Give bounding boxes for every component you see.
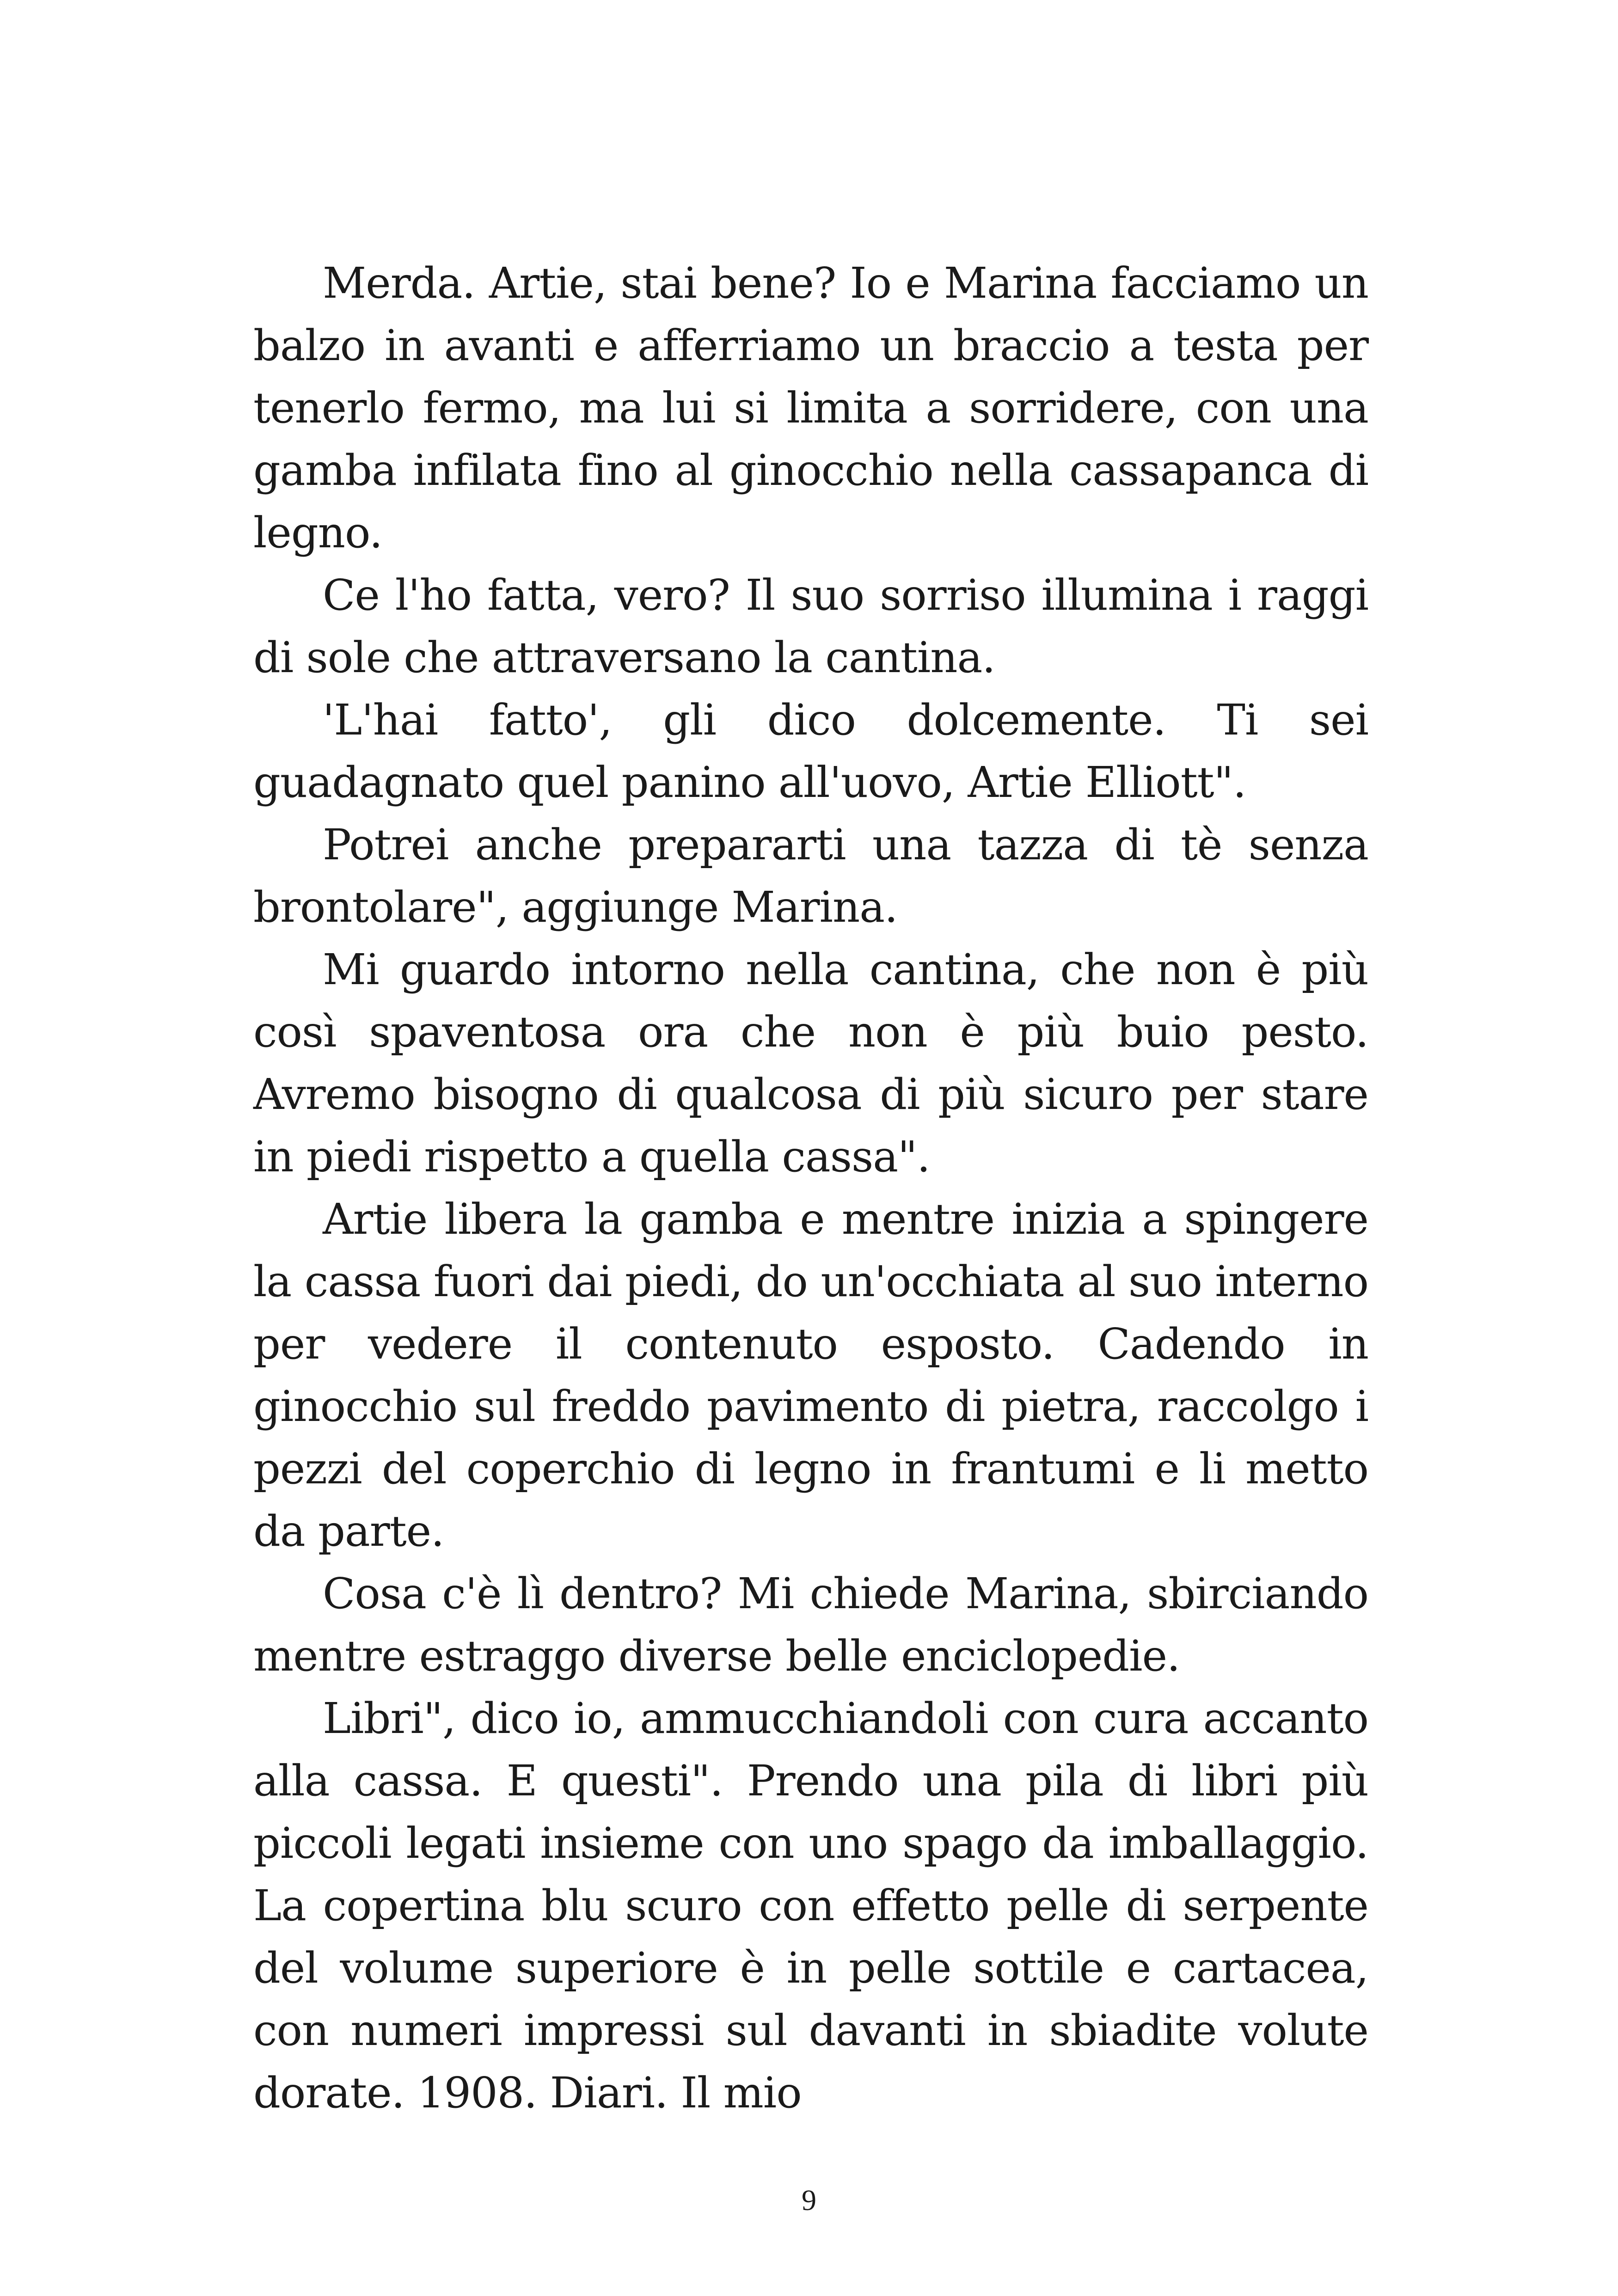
paragraph: Ce l'ho fatta, vero? Il suo sorriso illumina i raggi di sole che attraversano la cantina.: [253, 570, 1368, 682]
paragraph: Potrei anche prepararti una tazza di tè senza brontolare", aggiunge Marina.: [253, 820, 1368, 932]
paragraph: Merda. Artie, stai bene? Io e Marina facciamo un balzo in avanti e afferriamo un braccio a testa per tenerlo fermo, ma lui si limita a sorridere, con una gamba infilata fino al ginocchio nella cassapanca di legno.: [253, 258, 1368, 557]
paragraph: Mi guardo intorno nella cantina, che non è più così spaventosa ora che non è più buio pesto. Avremo bisogno di qualcosa di più sicuro per stare in piedi rispetto a quella cassa".: [253, 945, 1368, 1182]
paragraph: Artie libera la gamba e mentre inizia a spingere la cassa fuori dai piedi, do un'occhiata al suo interno per vedere il contenuto esposto. Cadendo in ginocchio sul freddo pavimento di pietra, raccolgo i pezzi del coperchio di legno in frantumi e li metto da parte.: [253, 1194, 1368, 1556]
paragraph: Libri", dico io, ammucchiandoli con cura accanto alla cassa. E questi". Prendo una pila di libri più piccoli legati insieme con uno spago da imballaggio. La copertina blu scuro con effetto pelle di serpente del volume superiore è in pelle sottile e cartacea, con numeri impressi sul davanti in sbiadite volute dorate. 1908. Diari. Il mio: [253, 1694, 1368, 2118]
page-number: 9: [802, 2184, 816, 2216]
body-text: [253, 252, 1368, 2124]
paragraph: 'L'hai fatto', gli dico dolcemente. Ti sei guadagnato quel panino all'uovo, Artie Elliott".: [253, 695, 1368, 807]
paragraph: Cosa c'è lì dentro? Mi chiede Marina, sbirciando mentre estraggo diverse belle enciclopedie.: [253, 1569, 1368, 1681]
